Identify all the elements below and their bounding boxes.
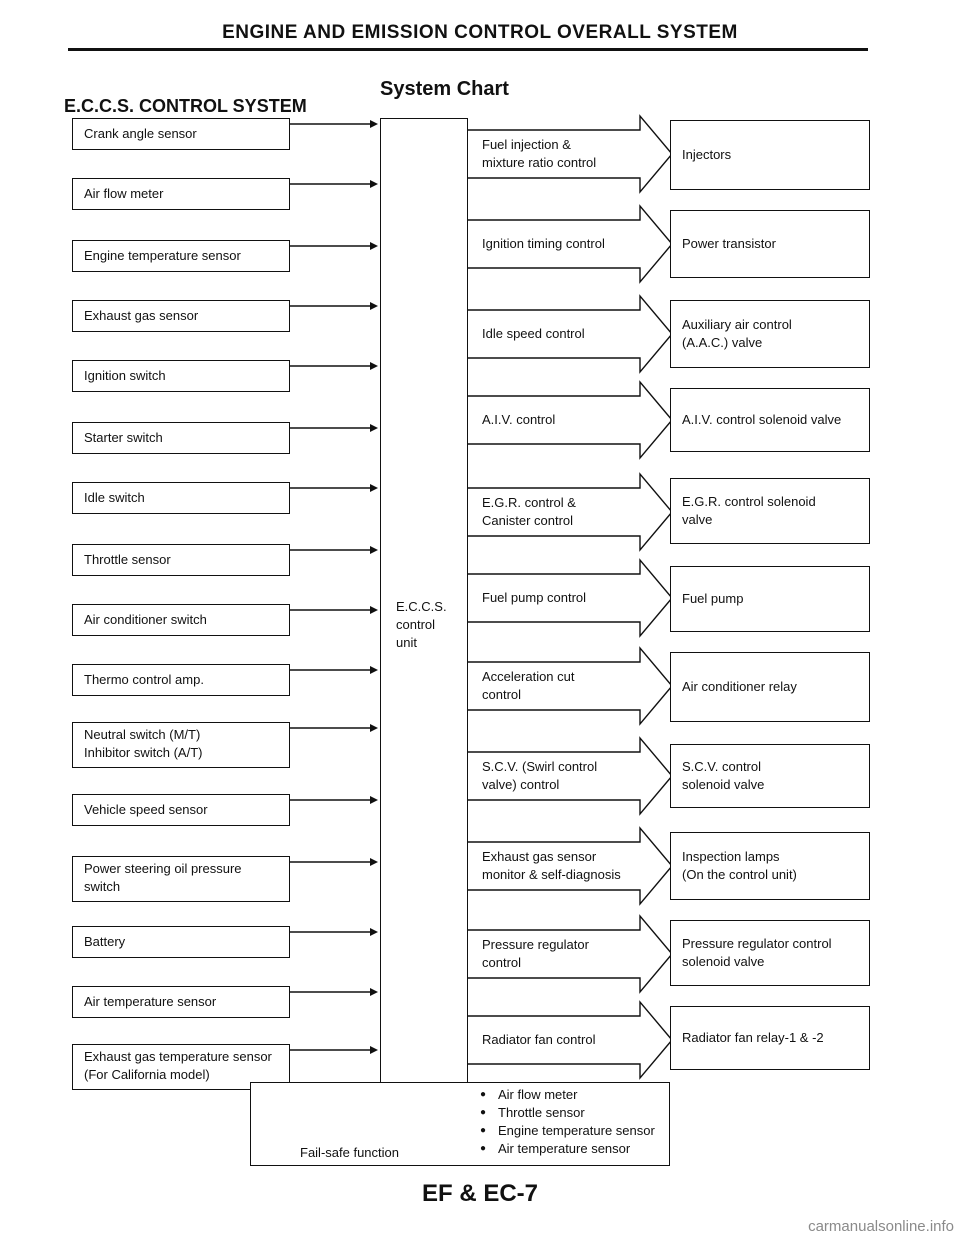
output-actuator-label: S.C.V. control solenoid valve	[682, 759, 765, 792]
page-header-title: ENGINE AND EMISSION CONTROL OVERALL SYSTEM	[222, 22, 738, 43]
output-actuator-label: Pressure regulator control solenoid valve	[682, 936, 832, 969]
bullet-icon: ●	[480, 1125, 487, 1136]
input-sensor-label: Air conditioner switch	[84, 612, 207, 627]
control-function-label: Ignition timing control	[482, 236, 605, 251]
output-actuator-label: E.G.R. control solenoid valve	[682, 494, 816, 527]
control-function-label: Radiator fan control	[482, 1032, 596, 1047]
input-sensor-label: Engine temperature sensor	[84, 248, 241, 263]
output-actuator-label: Inspection lamps (On the control unit)	[682, 849, 797, 882]
bullet-icon: ●	[480, 1107, 487, 1118]
input-sensor-label: Throttle sensor	[84, 552, 171, 567]
input-sensor-label: Air flow meter	[84, 186, 164, 201]
control-function-label: Pressure regulator control	[482, 937, 589, 970]
input-arrowhead	[370, 666, 378, 674]
fail-safe-item: Air flow meter	[498, 1087, 578, 1102]
input-arrowhead	[370, 302, 378, 310]
input-sensor-label: Ignition switch	[84, 368, 166, 383]
system-title: E.C.C.S. CONTROL SYSTEM	[64, 96, 307, 116]
input-sensor-label: Starter switch	[84, 430, 163, 445]
input-sensor-label: Battery	[84, 934, 126, 949]
fail-safe-label: Fail-safe function	[300, 1145, 399, 1160]
fail-safe-item: Engine temperature sensor	[498, 1123, 655, 1138]
input-sensor-label: Thermo control amp.	[84, 672, 204, 687]
control-function-label: Exhaust gas sensor monitor & self-diagnosis	[482, 849, 621, 882]
bullet-icon: ●	[480, 1143, 487, 1154]
output-actuator-label: A.I.V. control solenoid valve	[682, 412, 842, 427]
input-sensor-label: Crank angle sensor	[84, 126, 197, 141]
input-sensor-label: Exhaust gas sensor	[84, 308, 199, 323]
chart-title: System Chart	[380, 78, 509, 100]
control-function-label: A.I.V. control	[482, 412, 556, 427]
bullet-icon: ●	[480, 1089, 487, 1100]
input-arrowhead	[370, 796, 378, 804]
input-sensor-label: Exhaust gas temperature sensor (For California model)	[84, 1049, 272, 1082]
input-sensor-label: Idle switch	[84, 490, 145, 505]
input-sensor-label: Power steering oil pressure switch	[84, 861, 242, 894]
input-arrowhead	[370, 362, 378, 370]
input-arrowhead	[370, 858, 378, 866]
input-arrowhead	[370, 546, 378, 554]
input-sensor-label: Vehicle speed sensor	[84, 802, 208, 817]
output-actuator-label: Auxiliary air control (A.A.C.) valve	[682, 317, 792, 350]
control-function-label: S.C.V. (Swirl control valve) control	[482, 759, 598, 792]
output-actuator-label: Air conditioner relay	[682, 679, 797, 694]
input-arrowhead	[370, 928, 378, 936]
control-function-label: Acceleration cut control	[482, 669, 575, 702]
input-sensor-label: Neutral switch (M/T) Inhibitor switch (A/T)	[84, 727, 203, 760]
output-actuator-label: Radiator fan relay-1 & -2	[682, 1030, 824, 1045]
control-function-label: E.G.R. control & Canister control	[482, 495, 576, 528]
page-number: EF & EC-7	[421, 1180, 538, 1207]
input-arrowhead	[370, 606, 378, 614]
control-unit-label: E.C.C.S. control unit	[396, 599, 447, 650]
input-arrowhead	[370, 484, 378, 492]
watermark: carmanualsonline.info	[808, 1218, 954, 1235]
input-arrowhead	[370, 1046, 378, 1054]
fail-safe-item: Air temperature sensor	[498, 1141, 631, 1156]
input-arrowhead	[370, 242, 378, 250]
input-arrowhead	[370, 120, 378, 128]
input-arrowhead	[370, 724, 378, 732]
output-actuator-label: Power transistor	[682, 236, 776, 251]
fail-safe-item: Throttle sensor	[498, 1105, 585, 1120]
control-function-label: Idle speed control	[482, 326, 585, 341]
output-actuator-label: Fuel pump	[682, 591, 744, 606]
control-function-label: Fuel injection & mixture ratio control	[482, 137, 597, 170]
input-arrowhead	[370, 988, 378, 996]
output-actuator-label: Injectors	[682, 147, 732, 162]
input-sensor-label: Air temperature sensor	[84, 994, 217, 1009]
control-function-label: Fuel pump control	[482, 590, 587, 605]
input-arrowhead	[370, 424, 378, 432]
input-arrowhead	[370, 180, 378, 188]
